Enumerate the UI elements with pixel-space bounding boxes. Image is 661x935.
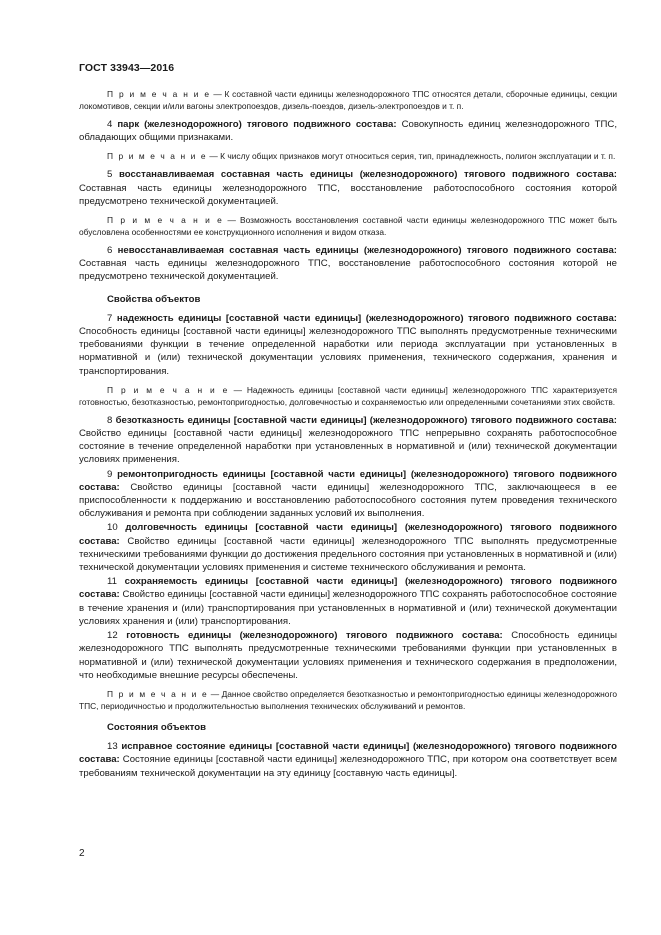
term-definition [79,414,617,467]
term-number: 11 [107,576,125,588]
term-number: 12 [107,630,127,642]
note-text: К числу общих признаков могут относиться серия, тип, принадлежность, полигон эксплуатации и т. п. [220,151,616,162]
section-heading: Свойства объектов [107,293,201,305]
note-paragraph [79,688,617,712]
note-label: П р и м е ч а н и е [107,384,229,395]
term-name: готовность единицы (железнодорожного) тягового подвижного состава: [126,630,503,642]
term-text: Составная часть единицы железнодорожного ТПС, восстановление работоспособного состояния которой предусмотрено технической документацией. [79,182,617,207]
note-label: П р и м е ч а н и е [107,151,208,162]
term-definition [79,521,617,574]
term-text: Свойство единицы [составной части единицы] железнодорожного ТПС непрерывно сохранять работоспособное состояние в течение определенной наработки при установленных в нормативной и (или) технической документации условиях применения. [79,428,617,466]
note-label: П р и м е ч а н и е [107,688,209,699]
term-definition [79,740,617,780]
term-name: долговечность единицы [составной части единицы] (железнодорожного) тягового подвижного состава: [79,522,617,547]
note-paragraph [79,150,617,162]
note-dash: — [223,215,241,226]
note-paragraph [79,384,617,408]
term-name: исправное состояние единицы [составной части единицы] (железнодорожного) тягового подвижного состава: [79,741,617,766]
term-definition [79,629,617,682]
section-heading: Состояния объектов [107,721,206,733]
term-name: ремонтопригодность единицы [составной части единицы] (железнодорожного) тягового подвижного состава: [79,468,617,493]
term-number: 13 [107,741,122,753]
document-body [79,88,617,780]
term-number: 10 [107,522,126,534]
term-number: 8 [107,414,116,426]
term-name: невосстанавливаемая составная часть единицы (железнодорожного) тягового подвижного состава: [117,245,617,257]
note-text: Надежность единицы [составной части единицы] железнодорожного ТПС характеризуется готовностью, безотказностью, ремонтопригодностью, долговечностью и сохраняемостью или определенными сочетаниями этих свойств. [79,384,618,407]
term-text: Способность единицы железнодорожного ТПС выполнять предусмотренные техническими требованиями функции при установленных в нормативной и (или) технической документации условиях применения и технического содержания в предположении, что необходимые внешние ресурсы обеспечены. [79,630,617,681]
document-header: ГОСТ 33943—2016 [79,62,175,74]
term-name: надежность единицы [составной части единицы] (железнодорожного) тягового подвижного состава: [116,312,617,324]
term-number: 9 [107,468,118,480]
note-dash: — [208,688,222,699]
note-label: П р и м е ч а н и е [107,89,211,99]
note-text: Возможность восстановления составной части единицы железнодорожного ТПС может быть обусловлена особенностями ее конструкционного исполнения и видом отказа. [79,215,617,238]
term-number: 6 [107,245,118,257]
term-definition [79,168,617,208]
note-text: К составной части единицы железнодорожного ТПС относятся детали, сборочные единицы, секции локомотивов, секции и/или вагоны электропоездов, дизель-поездов, дизель-электропоездов и т. п. [79,89,617,111]
term-name: сохраняемость единицы [составной части единицы] (железнодорожного) тягового подвижного состава: [79,576,618,601]
note-label: П р и м е ч а н и е [107,215,224,226]
term-text: Составная часть единицы железнодорожного ТПС, восстановление работоспособного состояния которой не предусмотрено технической документацией. [79,258,617,283]
term-number: 7 [107,312,117,324]
note-paragraph [79,214,617,238]
term-text: Состояние единицы [составной части единицы] железнодорожного ТПС, при котором она соответствует всем требованиям технической документации на эту единицу [составную часть единицы]. [79,754,617,779]
term-definition [79,312,617,378]
note-dash: — [228,384,247,395]
term-name: безотказность единицы [составной части единицы] (железнодорожного) тягового подвижного состава: [115,414,617,426]
term-text: Совокупность единиц железнодорожного ТПС, обладающих общими признаками. [79,119,617,144]
term-definition [79,118,617,144]
term-text: Способность единицы [составной части единицы] железнодорожного ТПС выполнять предусмотренные техническими требованиями функции в течение определенной наработки или периода эксплуатации при установленных в нормативной и (или) технической документации условиях применения, технического содержания, хранения и транспортирования. [79,326,617,377]
note-text: Данное свойство определяется безотказностью и ремонтопригодностью единицы железнодорожного ТПС, периодичностью и продолжительностью выполнения технических обслуживаний и ремонтов. [79,688,617,711]
term-number: 4 [107,119,118,130]
term-text: Свойство единицы [составной части единицы] железнодорожного ТПС, заключающееся в ее приспособленности к поддержанию и восстановлению работоспособного состояния путем проведения технического обслуживания и ремонта при соблюдении заданных условий их выполнения. [79,481,617,520]
term-definition [79,468,617,521]
note-paragraph [79,88,617,112]
term-definition [79,575,617,628]
page-number: 2 [79,848,85,859]
term-definition [79,244,617,284]
note-dash: — [210,89,225,99]
term-number: 5 [107,169,119,181]
term-text: Свойство единицы [составной части единицы] железнодорожного ТПС выполнять предусмотренные техническими требованиями функции до достижения предельного состояния при установленных в нормативной и (или) технической документации условиях применения и системе технического обслуживания и ремонта. [79,535,617,574]
note-dash: — [207,151,221,162]
term-name: парк (железнодорожного) тягового подвижного состава: [117,119,397,130]
term-text: Свойство единицы [составной части единицы] железнодорожного ТПС сохранять работоспособное состояние в течение хранения и (или) транспортирования при установленных в нормативной и (или) технической документации условиях хранения и (или) транспортирования. [79,589,617,627]
term-name: восстанавливаемая составная часть единицы (железнодорожного) тягового подвижного состава: [118,169,617,181]
